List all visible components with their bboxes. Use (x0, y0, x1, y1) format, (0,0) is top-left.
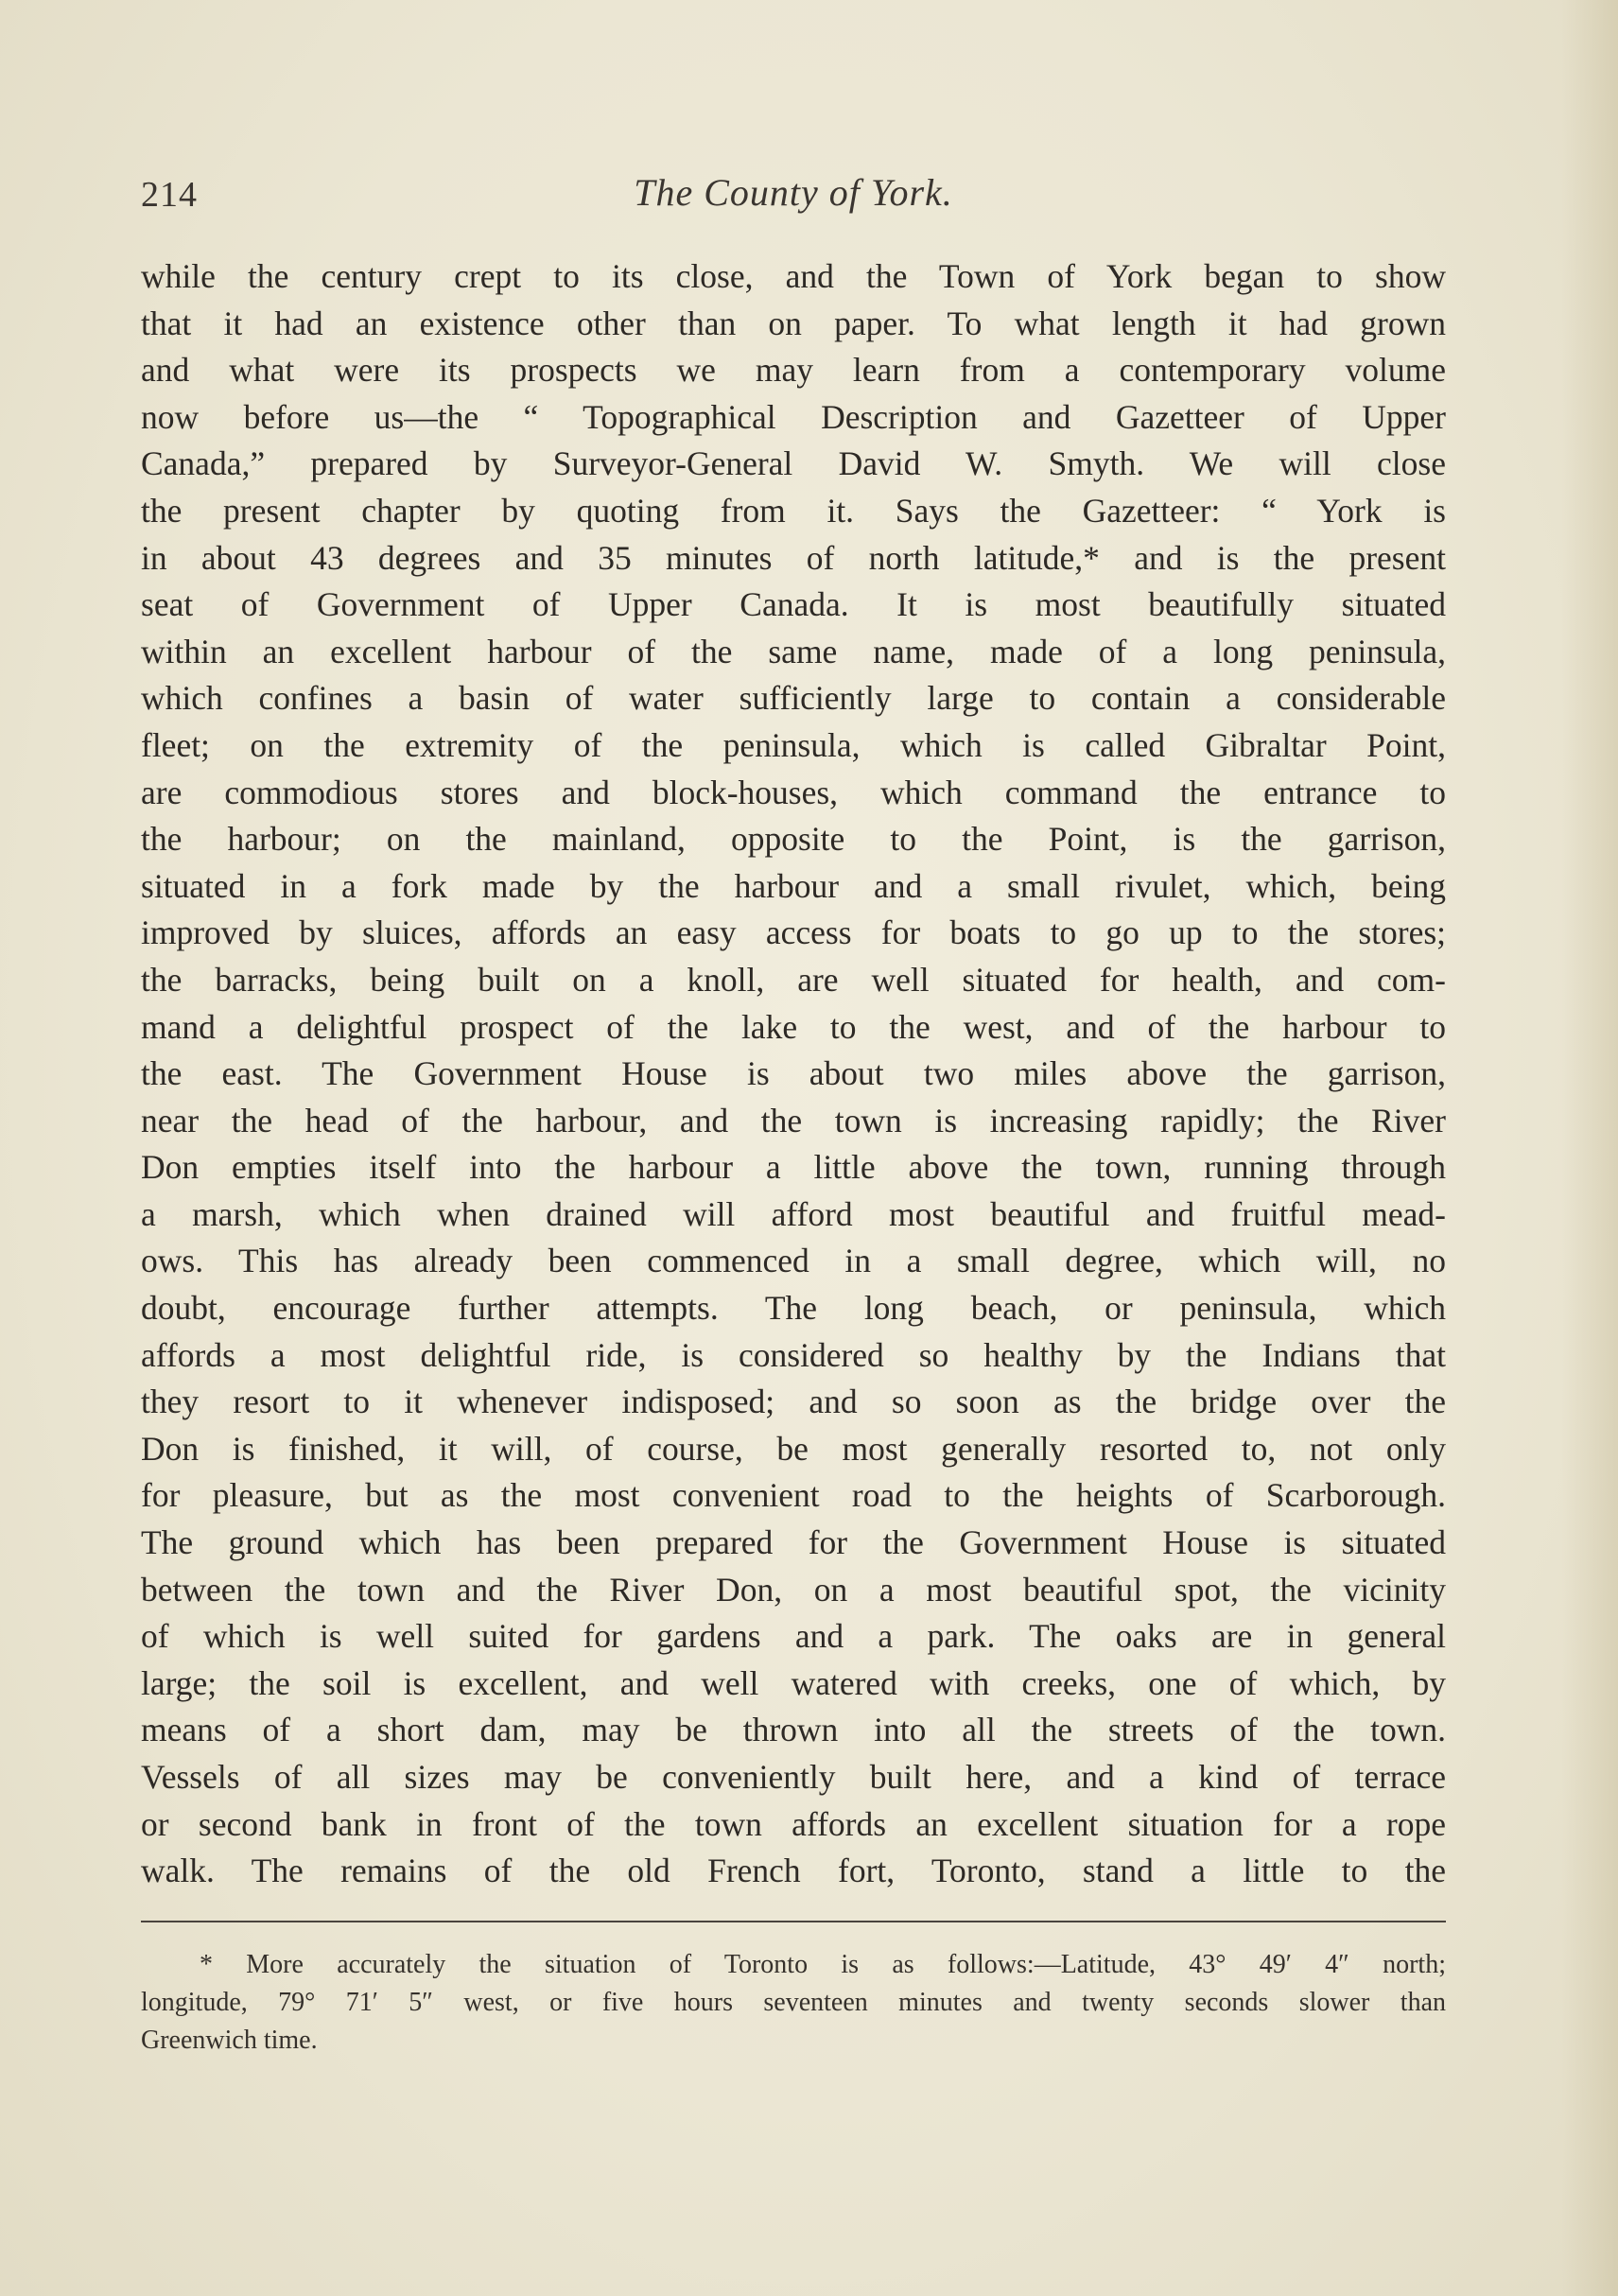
footnote (141, 1946, 1446, 2060)
body-line: situated in a fork made by the harbour and a small rivulet, which, being (141, 866, 1446, 905)
body-line: that it had an existence other than on paper. To what length it had grown (141, 304, 1446, 342)
body-line: near the head of the harbour, and the town is increasing rapidly; the River (141, 1101, 1446, 1139)
footnote-line: Greenwich time. (141, 2026, 318, 2055)
body-line: walk. The remains of the old French fort, Toronto, stand a little to the (141, 1852, 1446, 1890)
body-line: a marsh, which when drained will afford most beautiful and fruitful mead- (141, 1194, 1446, 1233)
body-line: Vessels of all sizes may be conveniently built here, and a kind of terrace (141, 1758, 1446, 1796)
page-edge-shadow (1561, 0, 1618, 2296)
body-line: or second bank in front of the town affords an excellent situation for a rope (141, 1804, 1446, 1843)
body-line: for pleasure, but as the most convenient road to the heights of Scarborough. (141, 1476, 1446, 1515)
footnote-line: longitude, 79° 71′ 5″ west, or five hours seventeen minutes and twenty seconds slower than (141, 1988, 1446, 2017)
footnote-line: * More accurately the situation of Toronto is as follows:—Latitude, 43° 49′ 4″ north; (200, 1950, 1446, 1979)
body-line: in about 43 degrees and 35 minutes of north latitude,* and is the present (141, 538, 1446, 577)
body-line: within an excellent harbour of the same name, made of a long peninsula, (141, 632, 1446, 670)
body-line: the east. The Government House is about two miles above the garrison, (141, 1054, 1446, 1093)
body-line: Canada,” prepared by Surveyor-General David W. Smyth. We will close (141, 444, 1446, 483)
body-line: while the century crept to its close, and the Town of York began to show (141, 257, 1446, 295)
body-line: doubt, encourage further attempts. The long beach, or peninsula, which (141, 1289, 1446, 1328)
body-line: Don empties itself into the harbour a little above the town, running through (141, 1148, 1446, 1187)
body-line: and what were its prospects we may learn from a contemporary volume (141, 351, 1446, 390)
body-line: which confines a basin of water sufficiently large to contain a considerable (141, 679, 1446, 718)
body-line: they resort to it whenever indisposed; and so soon as the bridge over the (141, 1383, 1446, 1421)
body-line: the harbour; on the mainland, opposite to the Point, is the garrison, (141, 820, 1446, 859)
body-line: means of a short dam, may be thrown into all the streets of the town. (141, 1711, 1446, 1749)
body-line: affords a most delightful ride, is considered so healthy by the Indians that (141, 1335, 1446, 1374)
body-line: between the town and the River Don, on a most beautiful spot, the vicinity (141, 1570, 1446, 1609)
body-line: Don is finished, it will, of course, be most generally resorted to, not only (141, 1429, 1446, 1468)
page-number: 214 (141, 175, 198, 215)
footnote-divider (141, 1921, 1446, 1922)
body-line: The ground which has been prepared for the Government House is situated (141, 1523, 1446, 1562)
body-line: improved by sluices, affords an easy access for boats to go up to the stores; (141, 913, 1446, 952)
body-line: of which is well suited for gardens and a park. The oaks are in general (141, 1617, 1446, 1656)
body-line: are commodious stores and block-houses, which command the entrance to (141, 773, 1446, 811)
body-line: the present chapter by quoting from it. Says the Gazetteer: “ York is (141, 491, 1446, 530)
body-line: ows. This has already been commenced in a small degree, which will, no (141, 1242, 1446, 1280)
body-line: now before us—the “ Topographical Description and Gazetteer of Upper (141, 397, 1446, 436)
running-title: The County of York. (634, 171, 953, 214)
body-line: seat of Government of Upper Canada. It is most beautifully situated (141, 585, 1446, 624)
body-line: large; the soil is excellent, and well watered with creeks, one of which, by (141, 1663, 1446, 1702)
page-header (141, 163, 1446, 229)
body-line: fleet; on the extremity of the peninsula, which is called Gibraltar Point, (141, 725, 1446, 764)
body-text (141, 253, 1446, 1895)
body-line: the barracks, being built on a knoll, are well situated for health, and com- (141, 960, 1446, 999)
body-line: mand a delightful prospect of the lake to the west, and of the harbour to (141, 1007, 1446, 1046)
